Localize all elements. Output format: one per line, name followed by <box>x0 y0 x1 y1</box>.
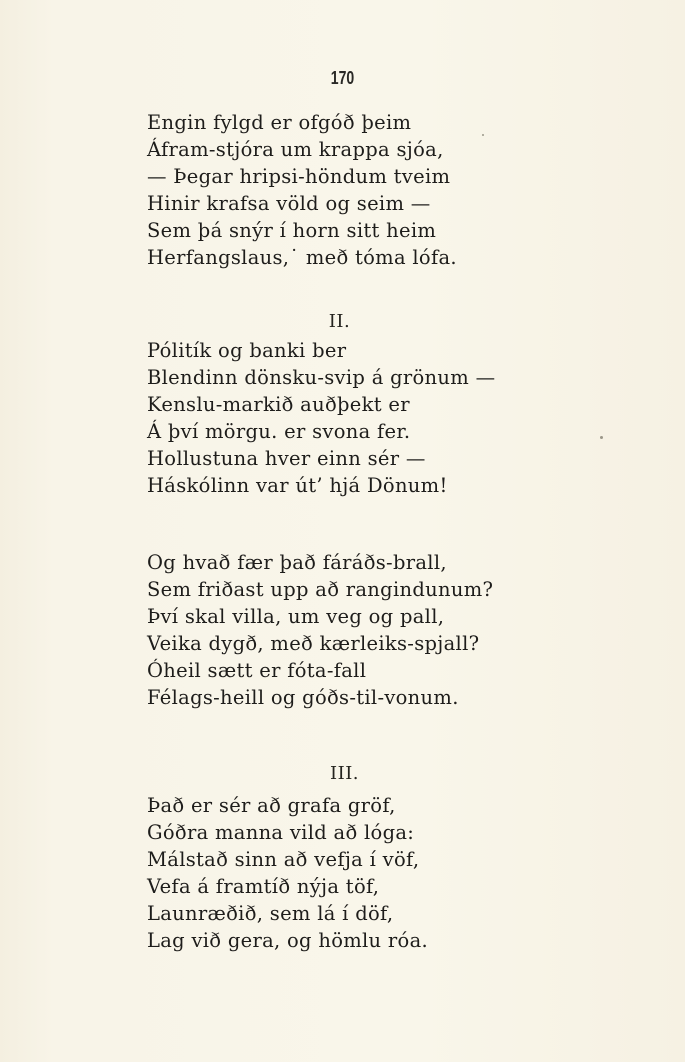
verse-line: Engin fylgd er ofgóð þeim <box>147 111 412 134</box>
verse-line: Og hvað fær það fáráðs-brall, <box>147 551 447 574</box>
verse-line: Pólitík og banki ber <box>147 339 347 362</box>
verse-line: Málstað sinn að vefja í vöf, <box>147 848 420 871</box>
print-speck <box>600 436 603 439</box>
verse-line: Kenslu-markið auðþekt er <box>147 393 410 416</box>
verse-line: Herfangslaus,˙ með tóma lófa. <box>147 246 457 269</box>
verse-line: Lag við gera, og hömlu róa. <box>147 929 429 952</box>
section-heading-ii: II. <box>328 311 351 332</box>
section-heading-iii: III. <box>329 763 360 784</box>
stanza-2 <box>147 337 647 499</box>
verse-line: — Þegar hripsi-höndum tveim <box>147 165 451 188</box>
verse-line: Hinir krafsa völd og seim — <box>147 192 431 215</box>
verse-line: Á því mörgu. er svona fer. <box>147 420 411 443</box>
verse-line: Óheil sætt er fóta-fall <box>147 659 367 682</box>
verse-line: Háskólinn var út’ hjá Dönum! <box>147 474 448 497</box>
verse-line: Hollustuna hver einn sér — <box>147 447 426 470</box>
verse-line: Það er sér að grafa gröf, <box>147 794 396 817</box>
verse-line: Veika dygð, með kærleiks-spjall? <box>147 632 480 655</box>
verse-line: Áfram-stjóra um krappa sjóa, <box>147 138 444 161</box>
verse-line: Félags-heill og góðs-til-vonum. <box>147 686 459 709</box>
stanza-1 <box>147 109 647 271</box>
verse-line: Vefa á framtíð nýja töf, <box>147 875 380 898</box>
stanza-4 <box>147 792 647 954</box>
verse-line: Sem friðast upp að rangindunum? <box>147 578 494 601</box>
page-number: 170 <box>330 68 355 88</box>
verse-line: Því skal villa, um veg og pall, <box>147 605 445 628</box>
verse-line: Blendinn dönsku-svip á grönum — <box>147 366 496 389</box>
stanza-3 <box>147 549 647 711</box>
verse-line: Launræðið, sem lá í döf, <box>147 902 394 925</box>
verse-line: Góðra manna vild að lóga: <box>147 821 415 844</box>
print-speck <box>482 134 484 136</box>
verse-line: Sem þá snýr í horn sitt heim <box>147 219 437 242</box>
